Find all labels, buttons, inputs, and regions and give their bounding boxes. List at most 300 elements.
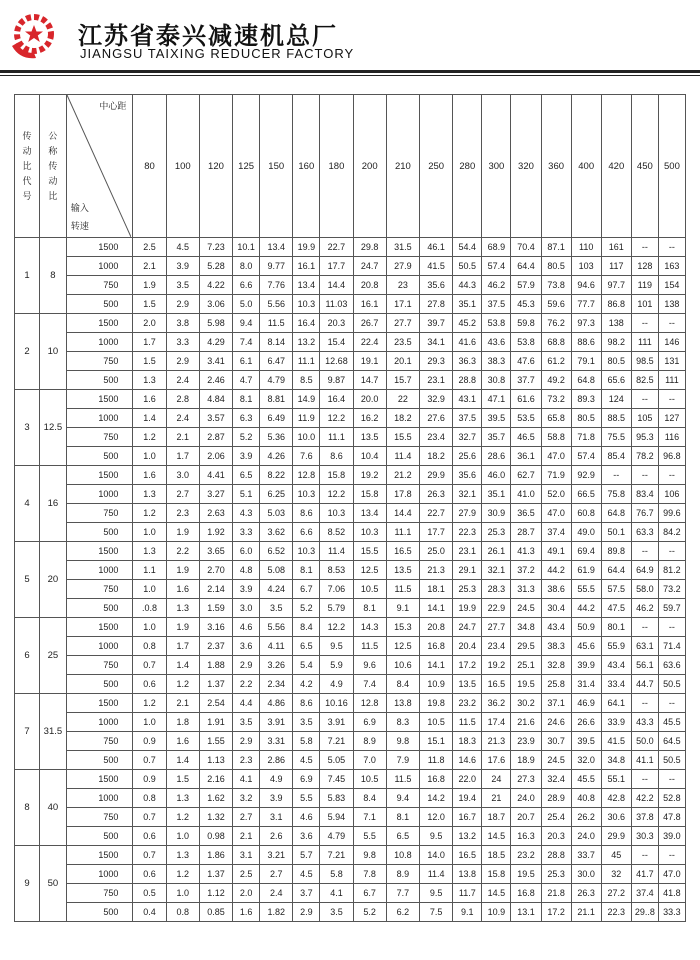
power-value-cell: 5.28: [199, 257, 232, 276]
power-value-cell: --: [658, 694, 685, 713]
power-value-cell: 22.3: [453, 523, 482, 542]
power-value-cell: 2.06: [199, 447, 232, 466]
power-value-cell: 92.9: [571, 466, 601, 485]
power-value-cell: 3.1: [260, 808, 293, 827]
power-value-cell: 119: [631, 276, 658, 295]
center-distance-label: 中心距: [99, 101, 127, 111]
power-value-cell: 16.8: [420, 770, 453, 789]
table-row: [15, 371, 686, 390]
power-value-cell: 18.1: [420, 580, 453, 599]
power-value-cell: 18.2: [386, 409, 419, 428]
power-value-cell: 32: [601, 865, 631, 884]
power-value-cell: 21: [482, 789, 511, 808]
power-value-cell: 39.5: [482, 409, 511, 428]
power-value-cell: 82.5: [631, 371, 658, 390]
power-value-cell: 29.9: [601, 827, 631, 846]
power-value-cell: 22: [386, 390, 419, 409]
power-value-cell: 8.1: [353, 599, 386, 618]
power-value-cell: 57.4: [482, 257, 511, 276]
power-value-cell: 17.7: [320, 257, 353, 276]
power-value-cell: 43.4: [601, 656, 631, 675]
power-value-cell: 6.5: [386, 827, 419, 846]
table-row: [15, 390, 686, 409]
power-value-cell: 64.8: [601, 504, 631, 523]
power-value-cell: 110: [571, 238, 601, 257]
input-speed-cell: 750: [66, 808, 132, 827]
input-speed-cell: 1500: [66, 770, 132, 789]
power-value-cell: 9.87: [320, 371, 353, 390]
power-value-cell: 1.2: [166, 808, 199, 827]
power-value-cell: 2.4: [166, 371, 199, 390]
table-row: [15, 618, 686, 637]
power-value-cell: 3.0: [233, 599, 260, 618]
power-value-cell: 38.6: [541, 580, 571, 599]
input-speed-cell: 750: [66, 580, 132, 599]
power-value-cell: 54.4: [453, 238, 482, 257]
power-value-cell: 15.8: [353, 485, 386, 504]
power-value-cell: 3.3: [166, 333, 199, 352]
input-speed-cell: 500: [66, 751, 132, 770]
power-value-cell: 24.0: [571, 827, 601, 846]
power-value-cell: 1.3: [166, 789, 199, 808]
table-row: [15, 865, 686, 884]
power-value-cell: 24.7: [353, 257, 386, 276]
power-value-cell: 29..8: [631, 903, 658, 922]
power-value-cell: 59.8: [511, 314, 541, 333]
power-value-cell: 30.8: [482, 371, 511, 390]
power-value-cell: 73.2: [658, 580, 685, 599]
power-value-cell: 18.9: [511, 751, 541, 770]
power-value-cell: 4.79: [260, 371, 293, 390]
table-row: [15, 333, 686, 352]
power-value-cell: 5.2: [353, 903, 386, 922]
power-value-cell: 9.4: [386, 789, 419, 808]
power-value-cell: --: [631, 770, 658, 789]
power-value-cell: 11.1: [293, 352, 320, 371]
power-value-cell: 43.1: [453, 390, 482, 409]
power-value-cell: 79.1: [571, 352, 601, 371]
power-value-cell: 106: [658, 485, 685, 504]
power-value-cell: 25.3: [482, 523, 511, 542]
power-value-cell: 31.5: [386, 238, 419, 257]
power-value-cell: 0.7: [133, 846, 166, 865]
power-value-cell: 1.12: [199, 884, 232, 903]
power-value-cell: 21.3: [420, 561, 453, 580]
power-value-cell: 41.7: [631, 865, 658, 884]
center-distance-header: 450: [631, 95, 658, 238]
power-value-cell: 75.5: [601, 428, 631, 447]
power-value-cell: 3.0: [166, 466, 199, 485]
input-speed-cell: 1500: [66, 694, 132, 713]
power-value-cell: 42.8: [601, 789, 631, 808]
power-value-cell: 29.3: [420, 352, 453, 371]
power-value-cell: 8.1: [233, 390, 260, 409]
power-value-cell: 5.5: [293, 789, 320, 808]
power-value-cell: 16.8: [511, 884, 541, 903]
power-value-cell: 46.9: [571, 694, 601, 713]
power-value-cell: 33.4: [601, 675, 631, 694]
power-value-cell: 15.7: [386, 371, 419, 390]
power-value-cell: 13.8: [386, 694, 419, 713]
power-value-cell: --: [658, 846, 685, 865]
power-value-cell: 2.5: [133, 238, 166, 257]
power-value-cell: 28.9: [541, 789, 571, 808]
power-value-cell: 11.8: [420, 751, 453, 770]
table-row: [15, 770, 686, 789]
power-value-cell: 3.31: [260, 732, 293, 751]
power-value-cell: 17.6: [482, 751, 511, 770]
power-value-cell: 22.9: [482, 599, 511, 618]
power-value-cell: 2.0: [233, 884, 260, 903]
ratio-code-cell: 7: [15, 694, 40, 770]
power-value-cell: 16.7: [453, 808, 482, 827]
power-value-cell: 5.03: [260, 504, 293, 523]
center-distance-header: 180: [320, 95, 353, 238]
table-row: [15, 561, 686, 580]
power-value-cell: 12.2: [320, 409, 353, 428]
power-value-cell: 15.3: [386, 618, 419, 637]
power-value-cell: 12.2: [320, 485, 353, 504]
power-value-cell: 12.8: [353, 694, 386, 713]
power-value-cell: 1.6: [133, 390, 166, 409]
power-value-cell: 8.3: [386, 713, 419, 732]
power-value-cell: 13.1: [511, 903, 541, 922]
power-value-cell: 95.3: [631, 428, 658, 447]
power-value-cell: 22.0: [453, 770, 482, 789]
power-value-cell: 7.4: [353, 675, 386, 694]
power-value-cell: 28.8: [541, 846, 571, 865]
power-value-cell: 4.41: [199, 466, 232, 485]
power-value-cell: 7.5: [420, 903, 453, 922]
table-row: [15, 827, 686, 846]
power-value-cell: 3.2: [233, 789, 260, 808]
power-value-cell: 39.5: [571, 732, 601, 751]
power-value-cell: 96.8: [658, 447, 685, 466]
power-value-cell: 17.7: [420, 523, 453, 542]
power-value-cell: 13.5: [386, 561, 419, 580]
power-value-cell: 14.5: [482, 884, 511, 903]
power-value-cell: 2.5: [233, 865, 260, 884]
power-value-cell: 55.9: [601, 637, 631, 656]
power-value-cell: 4.8: [233, 561, 260, 580]
power-value-cell: 2.54: [199, 694, 232, 713]
power-value-cell: 14.4: [386, 504, 419, 523]
power-value-cell: 76.7: [631, 504, 658, 523]
table-row: [15, 599, 686, 618]
power-value-cell: 16.2: [353, 409, 386, 428]
input-label: 输入: [70, 203, 89, 213]
power-value-cell: 18.2: [420, 447, 453, 466]
power-value-cell: 45.2: [453, 314, 482, 333]
power-value-cell: --: [601, 466, 631, 485]
power-value-cell: 56.1: [631, 656, 658, 675]
power-value-cell: 17.4: [482, 713, 511, 732]
power-value-cell: 16.8: [420, 637, 453, 656]
ratio-code-cell: 4: [15, 466, 40, 542]
power-value-cell: 2.7: [233, 808, 260, 827]
power-value-cell: 7.1: [353, 808, 386, 827]
power-value-cell: 16.5: [386, 542, 419, 561]
power-value-cell: 52.0: [541, 485, 571, 504]
power-value-cell: 19.5: [511, 675, 541, 694]
center-distance-header: 100: [166, 95, 199, 238]
power-value-cell: 4.1: [233, 770, 260, 789]
table-row: [15, 352, 686, 371]
power-value-cell: 41.5: [420, 257, 453, 276]
power-value-cell: 0.6: [133, 865, 166, 884]
table-body: [15, 238, 686, 922]
power-value-cell: 46.2: [631, 599, 658, 618]
power-value-cell: 7.4: [233, 333, 260, 352]
power-value-cell: 63.6: [658, 656, 685, 675]
power-value-cell: 1.7: [166, 637, 199, 656]
power-value-cell: 4.5: [166, 238, 199, 257]
power-value-cell: 1.0: [133, 618, 166, 637]
power-value-cell: 49.2: [541, 371, 571, 390]
input-speed-cell: 750: [66, 428, 132, 447]
power-value-cell: 45.5: [658, 713, 685, 732]
power-value-cell: 16.4: [293, 314, 320, 333]
power-value-cell: 64.9: [631, 561, 658, 580]
diagonal-line-icon: [67, 95, 131, 237]
power-value-cell: 23.5: [386, 333, 419, 352]
power-value-cell: 13.5: [453, 675, 482, 694]
power-value-cell: 6.3: [233, 409, 260, 428]
input-speed-cell: 1500: [66, 846, 132, 865]
power-value-cell: 44.2: [571, 599, 601, 618]
power-value-cell: 105: [631, 409, 658, 428]
power-value-cell: 6.9: [353, 713, 386, 732]
power-value-cell: 37.1: [541, 694, 571, 713]
power-value-cell: 61.6: [511, 390, 541, 409]
power-value-cell: 43.3: [631, 713, 658, 732]
power-value-cell: 5.9: [320, 656, 353, 675]
power-value-cell: 1.62: [199, 789, 232, 808]
input-speed-cell: 1500: [66, 314, 132, 333]
power-value-cell: 68.9: [482, 238, 511, 257]
power-value-cell: 63.3: [631, 523, 658, 542]
header-divider: [0, 70, 700, 73]
power-value-cell: 8.22: [260, 466, 293, 485]
power-value-cell: 14.3: [353, 618, 386, 637]
power-value-cell: 9.5: [320, 637, 353, 656]
power-value-cell: 18.3: [453, 732, 482, 751]
power-value-cell: 6.9: [293, 770, 320, 789]
power-value-cell: 22.4: [353, 333, 386, 352]
power-value-cell: 5.08: [260, 561, 293, 580]
power-value-cell: 84.2: [658, 523, 685, 542]
table-row: [15, 238, 686, 257]
power-value-cell: 3.3: [233, 523, 260, 542]
power-value-cell: 21.1: [571, 903, 601, 922]
power-value-cell: 7.76: [260, 276, 293, 295]
power-value-cell: 32.8: [541, 656, 571, 675]
table-row: [15, 884, 686, 903]
table-row: [15, 485, 686, 504]
nominal-ratio-cell: 20: [39, 542, 66, 618]
power-value-cell: 20.4: [453, 637, 482, 656]
power-value-cell: 19.4: [453, 789, 482, 808]
power-value-cell: 27.6: [420, 409, 453, 428]
power-value-cell: 3.9: [233, 580, 260, 599]
power-value-cell: .0.8: [133, 599, 166, 618]
power-value-cell: 41.5: [601, 732, 631, 751]
power-value-cell: 13.5: [353, 428, 386, 447]
power-value-cell: 27.2: [601, 884, 631, 903]
power-value-cell: 25.3: [541, 865, 571, 884]
power-value-cell: 10.3: [293, 542, 320, 561]
power-value-cell: 98.5: [631, 352, 658, 371]
table-row: [15, 542, 686, 561]
power-value-cell: 29.9: [420, 466, 453, 485]
table-row: [15, 428, 686, 447]
power-value-cell: 11.5: [453, 713, 482, 732]
power-value-cell: 14.7: [353, 371, 386, 390]
power-value-cell: 59.6: [541, 295, 571, 314]
power-value-cell: 22.3: [601, 903, 631, 922]
power-value-cell: 8.9: [386, 865, 419, 884]
power-value-cell: 5.1: [233, 485, 260, 504]
input-speed-cell: 500: [66, 371, 132, 390]
power-value-cell: 1.7: [166, 447, 199, 466]
input-speed-cell: 750: [66, 656, 132, 675]
power-value-cell: 24.6: [541, 713, 571, 732]
power-value-cell: 10.1: [233, 238, 260, 257]
power-value-cell: 2.9: [293, 903, 320, 922]
table-row: [15, 751, 686, 770]
power-value-cell: 10.3: [293, 295, 320, 314]
center-distance-header: 80: [133, 95, 166, 238]
power-value-cell: 20.8: [353, 276, 386, 295]
power-value-cell: 24.5: [511, 599, 541, 618]
power-value-cell: 16.1: [293, 257, 320, 276]
power-value-cell: 23.2: [453, 694, 482, 713]
power-value-cell: 17.8: [386, 485, 419, 504]
power-value-cell: 25.4: [541, 808, 571, 827]
power-value-cell: 2.9: [233, 732, 260, 751]
power-value-cell: 3.9: [233, 447, 260, 466]
power-value-cell: 6.5: [293, 637, 320, 656]
power-value-cell: 127: [658, 409, 685, 428]
power-value-cell: 13.4: [260, 238, 293, 257]
power-value-cell: 4.11: [260, 637, 293, 656]
power-value-cell: 31.4: [571, 675, 601, 694]
power-value-cell: 14.9: [293, 390, 320, 409]
power-value-cell: 80.5: [601, 352, 631, 371]
power-value-cell: 5.79: [320, 599, 353, 618]
power-value-cell: 10.6: [386, 656, 419, 675]
power-value-cell: 8.6: [293, 504, 320, 523]
power-value-cell: 11.7: [453, 884, 482, 903]
power-value-cell: 77.7: [571, 295, 601, 314]
power-value-cell: 14.6: [453, 751, 482, 770]
power-value-cell: 4.5: [293, 751, 320, 770]
power-value-cell: 94.6: [571, 276, 601, 295]
power-value-cell: 2.1: [133, 257, 166, 276]
power-value-cell: 23.9: [511, 732, 541, 751]
power-value-cell: 27.7: [482, 618, 511, 637]
power-value-cell: 59.7: [658, 599, 685, 618]
nominal-ratio-cell: 10: [39, 314, 66, 390]
power-value-cell: 3.9: [166, 257, 199, 276]
power-value-cell: 20.3: [320, 314, 353, 333]
power-value-cell: 2.1: [166, 694, 199, 713]
center-distance-header: 500: [658, 95, 685, 238]
power-value-cell: 88.6: [571, 333, 601, 352]
power-value-cell: 4.4: [233, 694, 260, 713]
power-value-cell: 3.6: [293, 827, 320, 846]
power-value-cell: 7.8: [353, 865, 386, 884]
power-value-cell: 7.06: [320, 580, 353, 599]
input-speed-cell: 750: [66, 276, 132, 295]
power-value-cell: 1.9: [166, 561, 199, 580]
power-value-cell: 10.4: [353, 447, 386, 466]
power-value-cell: 3.1: [233, 846, 260, 865]
power-value-cell: 16.4: [320, 390, 353, 409]
power-value-cell: 1.2: [133, 428, 166, 447]
company-name-cn: 江苏省泰兴减速机总厂: [78, 22, 338, 50]
power-value-cell: 8.53: [320, 561, 353, 580]
power-value-cell: 32.0: [571, 751, 601, 770]
power-value-cell: 3.7: [293, 884, 320, 903]
input-speed-cell: 750: [66, 884, 132, 903]
power-value-cell: 5.8: [293, 732, 320, 751]
power-value-cell: 57.5: [601, 580, 631, 599]
power-value-cell: 47.0: [541, 504, 571, 523]
table-row: [15, 409, 686, 428]
power-value-cell: 12.5: [353, 561, 386, 580]
power-value-cell: 46.0: [482, 466, 511, 485]
power-value-cell: 63.1: [631, 637, 658, 656]
power-value-cell: 2.87: [199, 428, 232, 447]
power-value-cell: 62.7: [511, 466, 541, 485]
power-value-cell: 13.4: [353, 504, 386, 523]
power-value-cell: 15.4: [320, 333, 353, 352]
power-value-cell: 154: [658, 276, 685, 295]
power-value-cell: 2.70: [199, 561, 232, 580]
table-row: [15, 523, 686, 542]
power-value-cell: 117: [601, 257, 631, 276]
input-speed-cell: 500: [66, 827, 132, 846]
power-value-cell: 97.7: [601, 276, 631, 295]
power-value-cell: 33.9: [601, 713, 631, 732]
power-value-cell: 2.9: [166, 352, 199, 371]
power-value-cell: 9.8: [353, 846, 386, 865]
power-value-cell: --: [631, 618, 658, 637]
power-value-cell: 37.4: [631, 884, 658, 903]
power-value-cell: 6.1: [233, 352, 260, 371]
power-value-cell: 21.8: [541, 884, 571, 903]
power-value-cell: 30.4: [541, 599, 571, 618]
input-speed-cell: 500: [66, 903, 132, 922]
input-speed-cell: 500: [66, 447, 132, 466]
power-value-cell: 1.55: [199, 732, 232, 751]
power-value-cell: 3.6: [233, 637, 260, 656]
power-value-cell: 22.7: [420, 504, 453, 523]
power-value-cell: 99.6: [658, 504, 685, 523]
power-value-cell: 14.1: [420, 599, 453, 618]
input-speed-cell: 1500: [66, 238, 132, 257]
center-distance-header: 125: [233, 95, 260, 238]
power-value-cell: 9.6: [353, 656, 386, 675]
power-value-cell: 83.4: [631, 485, 658, 504]
power-value-cell: 35.6: [420, 276, 453, 295]
power-value-cell: 18.7: [482, 808, 511, 827]
power-value-cell: 7.23: [199, 238, 232, 257]
power-value-cell: 20.1: [386, 352, 419, 371]
power-value-cell: 12.0: [420, 808, 453, 827]
power-value-cell: 44.3: [453, 276, 482, 295]
